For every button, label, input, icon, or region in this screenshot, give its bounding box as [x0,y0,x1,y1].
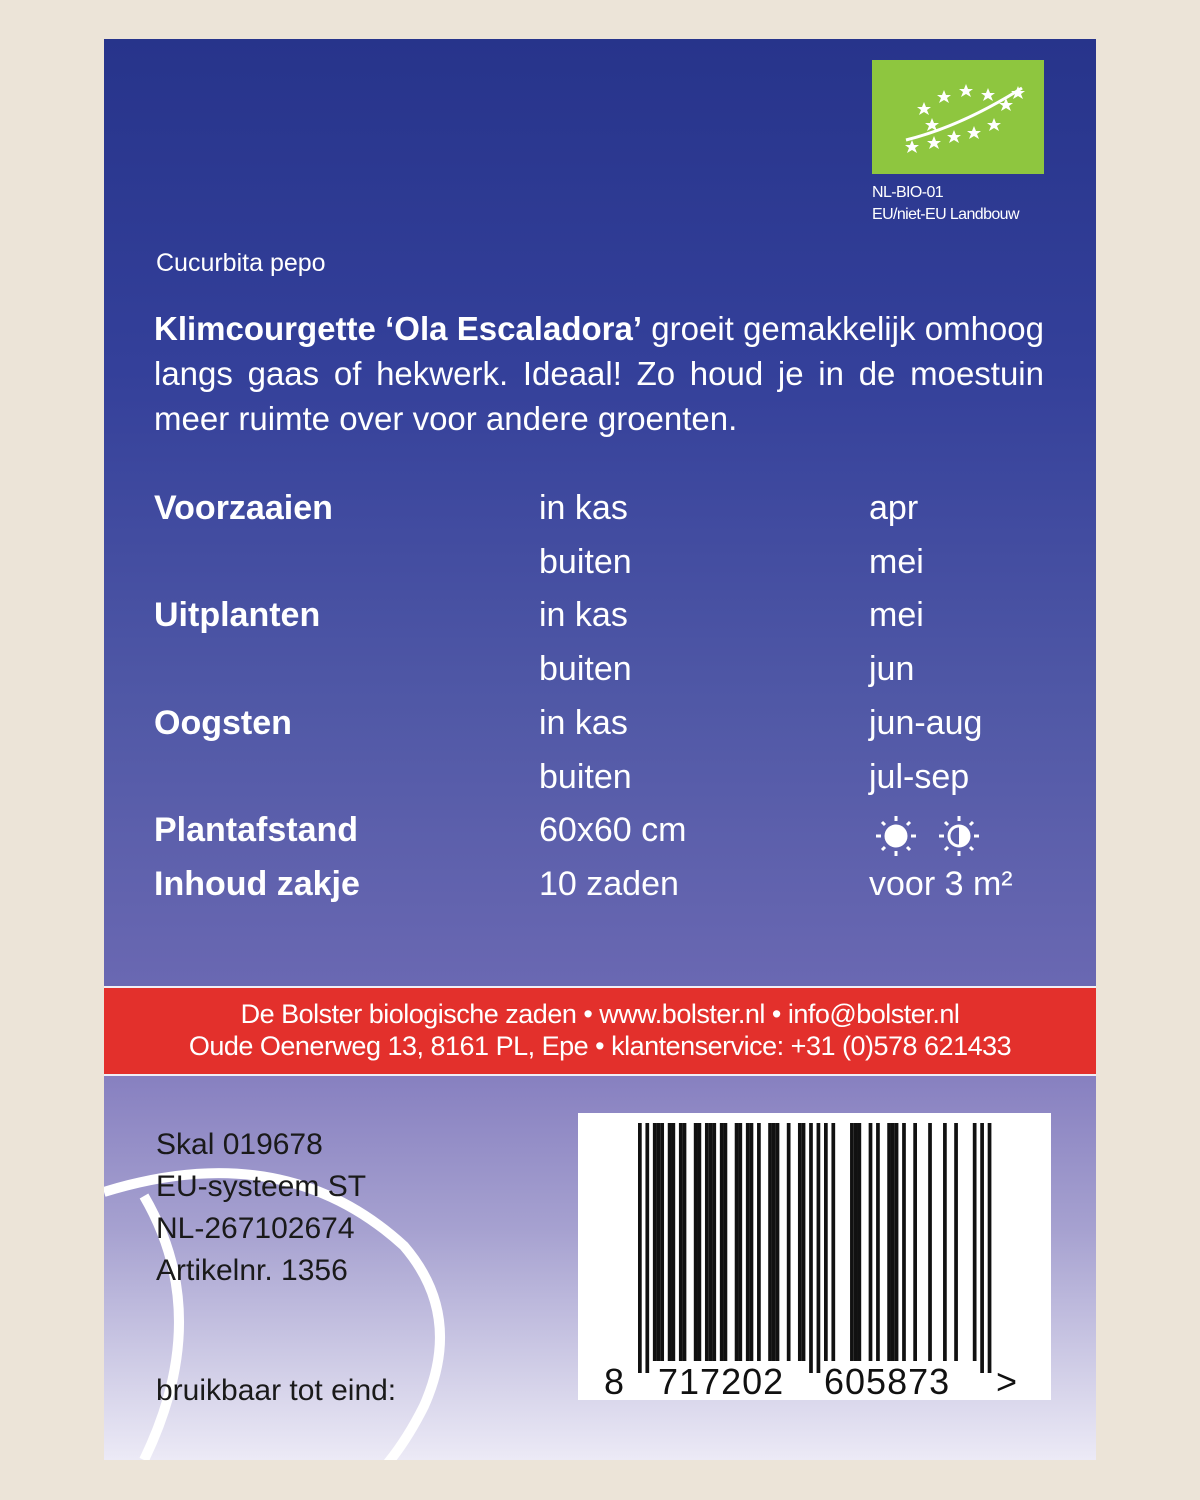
barcode-bar [988,1123,992,1373]
schedule-where: in kas [539,596,628,634]
schedule-where: 60x60 cm [539,811,687,849]
schedule-when: apr [869,489,919,527]
schedule-when: jun [869,650,915,688]
barcode-bar [980,1123,984,1373]
barcode-bar [802,1123,806,1361]
barcode-bar [869,1123,873,1361]
barcode-bar [809,1123,813,1373]
schedule-where: buiten [539,543,632,581]
eu-organic-logo [872,60,1044,174]
barcode-bar [895,1123,899,1361]
barcode-bar [645,1123,649,1373]
barcode-bar [698,1123,702,1361]
barcode-bars [578,1113,1051,1373]
barcode-bar [891,1123,895,1361]
barcode-bar [668,1123,672,1361]
barcode-bar [831,1123,835,1361]
barcode-bar [954,1123,958,1361]
barcode-bar [724,1123,728,1361]
schedule-label: Inhoud zakje [154,865,360,903]
barcode-bar [887,1123,891,1361]
schedule-label: Voorzaaien [154,489,333,527]
barcode-bar [913,1123,917,1361]
barcode-bar [653,1123,657,1361]
schedule-when: mei [869,596,924,634]
barcode-bar [973,1123,977,1361]
description-text: groeit gemakkelijk omhoog langs gaas of hekwerk. Ideaal! Zo houd je in de moestuin meer ruimte over voor andere groenten. [154,310,1044,437]
barcode-digits [578,1361,1051,1402]
barcode-bar [671,1123,675,1361]
barcode-bar [857,1123,861,1361]
barcode-bar [720,1123,724,1361]
barcode-bar [943,1123,947,1361]
contact-line1: De Bolster biologische zaden • www.bolster.nl • info@bolster.nl [240,999,960,1029]
barcode-bar [772,1123,776,1361]
registration-number: NL-267102674 [156,1212,355,1245]
schedule-when: jun-aug [869,704,983,742]
full-sun-icon [876,816,916,856]
schedule-label: Oogsten [154,704,292,742]
latin-name: Cucurbita pepo [156,249,326,277]
schedule-when: mei [869,543,924,581]
barcode-bar [824,1123,828,1361]
organic-code-line1: NL-BIO-01 [872,184,944,201]
schedule-where: in kas [539,489,628,527]
contact-band [104,986,1096,1076]
schedule-where: buiten [539,650,632,688]
barcode-bar [798,1123,802,1361]
barcode-group2: 605873 [824,1361,951,1402]
barcode-quiet-marker: > [996,1361,1018,1402]
barcode-bar [902,1123,906,1361]
barcode-bar [817,1123,821,1373]
contact-line2: Oude Oenerweg 13, 8161 PL, Epe • klantenservice: +31 (0)578 621433 [188,1031,1012,1061]
barcode-bar [776,1123,780,1361]
barcode-bar [854,1123,858,1361]
barcode-bar [657,1123,661,1361]
schedule-when: jul-sep [869,758,970,796]
barcode-bar [738,1123,742,1361]
barcode-group1: 717202 [658,1361,785,1402]
schedule-where: 10 zaden [539,865,679,903]
info-panel [104,39,1096,986]
organic-control-code [872,182,1019,226]
barcode-lead-digit: 8 [604,1361,625,1402]
barcode-bar [735,1123,739,1361]
schedule-when: voor 3 m² [869,865,1013,903]
barcode-bar [757,1123,761,1361]
barcode-bar [709,1123,713,1361]
eu-system: EU-systeem ST [156,1170,367,1203]
product-description [154,306,1044,441]
barcode [578,1113,1051,1400]
barcode-bar [683,1123,687,1361]
sun-exposure-icons [869,814,989,858]
barcode-bar [638,1123,642,1373]
barcode-bar [712,1123,716,1361]
barcode-bar [768,1123,772,1361]
schedule-label: Plantafstand [154,811,359,849]
barcode-bar [876,1123,880,1361]
product-name: Klimcourgette ‘Ola Escaladora’ [154,310,643,347]
half-sun-icon [939,816,979,856]
barcode-bar [679,1123,683,1361]
seed-packet-back [104,39,1096,1460]
certification-codes [156,1124,366,1292]
barcode-bar [694,1123,698,1361]
barcode-bar [705,1123,709,1361]
schedule-where: buiten [539,758,632,796]
article-number: Artikelnr. 1356 [156,1254,348,1287]
schedule-label: Uitplanten [154,596,321,634]
schedule-where: in kas [539,704,628,742]
barcode-bar [787,1123,791,1361]
barcode-bar [660,1123,664,1361]
skal-number: Skal 019678 [156,1128,323,1161]
barcode-bar [750,1123,754,1361]
best-before-label: bruikbaar tot eind: [156,1374,397,1407]
barcode-bar [746,1123,750,1361]
eu-leaf-stars-icon [872,60,1044,174]
barcode-bar [928,1123,932,1361]
organic-code-line2: EU/niet-EU Landbouw [872,206,1019,223]
barcode-bar [850,1123,854,1361]
